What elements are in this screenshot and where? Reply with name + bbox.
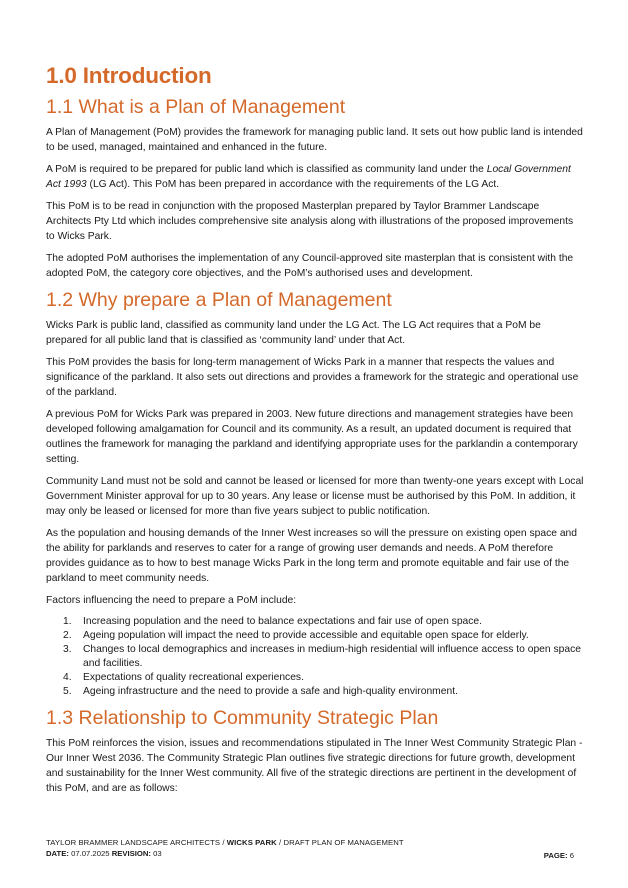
list-item <box>46 629 584 643</box>
paragraph: This PoM is to be read in conjunction with the proposed Masterplan prepared by Taylor Brammer Landscape Architects Pty Ltd which includes comprehensive site analysis along with illustrations of the proposed improvements to Wicks Park. <box>46 201 574 242</box>
list-item <box>46 615 584 629</box>
list-item-text: Changes to local demographics and increases in medium-high residential will influence access to open space and facilities. <box>83 644 581 669</box>
paragraph: Community Land must not be sold and cannot be leased or licensed for more than twenty-one years except with Local Government Minister approval for up to 30 years. Any lease or license must be authorised by this PoM. In addition, it may only be leased or licensed for more than five years subject to public notification. <box>46 476 584 517</box>
paragraph: The adopted PoM authorises the implementation of any Council-approved site masterplan that is consistent with the adopted PoM, the category core objectives, and the PoM’s authorised uses and development. <box>46 253 574 279</box>
factors-list <box>46 615 584 699</box>
paragraph: A previous PoM for Wicks Park was prepared in 2003. New future directions and management strategies have been developed following amalgamation for Council and its community. As a result, an updated document is required that outlines the framework for managing the parkland and identifying appropriate uses for the parklandin a contemporary setting. <box>46 409 578 465</box>
list-item-text: Increasing population and the need to balance expectations and fair use of open space. <box>83 616 483 627</box>
footer-revision-label: REVISION: <box>111 849 151 858</box>
paragraph: A Plan of Management (PoM) provides the framework for managing public land. It sets out how public land is intended to be used, managed, maintained and enhanced in the future. <box>46 127 583 153</box>
footer-separator: / <box>220 838 227 847</box>
footer-page-label: PAGE: <box>543 851 568 860</box>
footer-date: 07.07.2025 <box>71 849 110 858</box>
paragraph: Factors influencing the need to prepare a PoM include: <box>46 595 297 606</box>
footer-firm: TAYLOR BRAMMER LANDSCAPE ARCHITECTS <box>46 838 221 847</box>
footer-date-label: DATE: <box>46 849 69 858</box>
chapter-title: 1.0 Introduction <box>46 63 212 88</box>
section-heading-1-2: 1.2 Why prepare a Plan of Management <box>46 289 392 311</box>
paragraph-text: A PoM is required to be prepared for public land which is classified as community land under the <box>46 164 487 175</box>
paragraph: This PoM provides the basis for long-term management of Wicks Park in a manner that respects the values and significance of the parkland. It also sets out directions and provides a framework for the strategic and operational use of the parkland. <box>46 357 579 398</box>
list-item-text: Ageing infrastructure and the need to provide a safe and high-quality environment. <box>83 686 458 697</box>
footer-doc-title: DRAFT PLAN OF MANAGEMENT <box>283 838 404 847</box>
list-number: 4. <box>63 672 72 683</box>
footer-project: WICKS PARK <box>226 838 277 847</box>
paragraph: As the population and housing demands of the Inner West increases so will the pressure on existing open space and the ability for parklands and reserves to cater for a range of growing user demands and needs. A PoM therefore provides guidance as to how to best manage Wicks Park in the long term and promote equitable and fair use of the parkland to meet community needs. <box>46 528 578 584</box>
list-item-text: Expectations of quality recreational experiences. <box>83 672 304 683</box>
list-item-text: Ageing population will impact the need to provide accessible and equitable open space for elderly. <box>83 630 529 641</box>
page-footer <box>46 837 582 859</box>
list-number: 5. <box>63 686 72 697</box>
list-number: 2. <box>63 630 72 641</box>
section-heading-1-3: 1.3 Relationship to Community Strategic Plan <box>46 707 439 729</box>
act-title-italic: Local Government Act 1993 <box>46 164 571 190</box>
list-item <box>46 643 584 671</box>
section-heading-1-1: 1.1 What is a Plan of Management <box>46 96 346 118</box>
paragraph-text: (LG Act). This PoM has been prepared in accordance with the requirements of the LG Act. <box>86 179 500 190</box>
list-number: 1. <box>63 616 72 627</box>
paragraph: This PoM reinforces the vision, issues and recommendations stipulated in The Inner West Community Strategic Plan - Our Inner West 2036. The Community Strategic Plan outlines five strategic directions for future growth, development and sustainability for the Inner West community. All five of the strategic directions are pertinent in the development of this PoM, and are as follows: <box>46 738 583 794</box>
list-item <box>46 685 584 699</box>
footer-revision: 03 <box>153 849 162 858</box>
paragraph: Wicks Park is public land, classified as community land under the LG Act. The LG Act requires that a PoM be prepared for all public land that is classified as ‘community land’ under that Act. <box>46 320 541 346</box>
list-item <box>46 671 584 685</box>
footer-page: 6 <box>569 851 574 860</box>
list-number: 3. <box>63 644 72 655</box>
page-content <box>46 62 584 803</box>
footer-document-line <box>46 837 582 848</box>
footer-page-number <box>544 850 574 861</box>
footer-date-line <box>46 848 582 859</box>
footer-separator: / <box>276 838 284 847</box>
paragraph-lg-act <box>46 162 584 192</box>
